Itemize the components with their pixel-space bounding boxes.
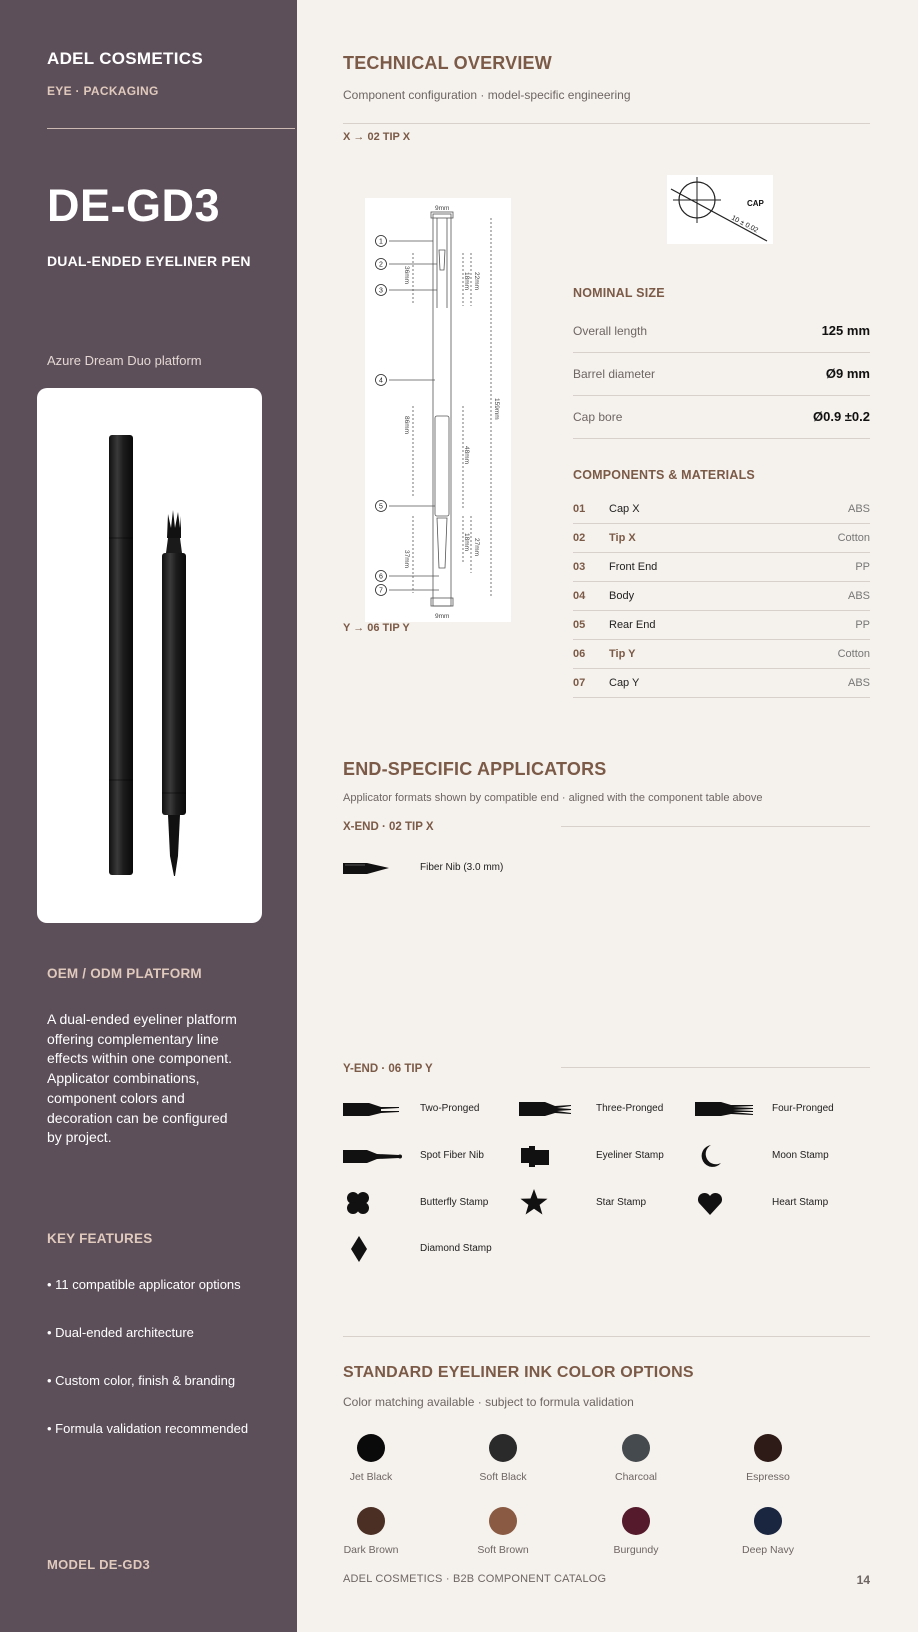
brand-name: ADEL COSMETICS [47, 49, 203, 68]
color-swatch [443, 1507, 563, 1567]
component-material: ABS [847, 503, 870, 515]
applicator-item [695, 1141, 871, 1171]
size-label: Overall length [573, 324, 648, 338]
two-pronged-icon [343, 1094, 403, 1124]
component-name: Body [609, 590, 635, 602]
divider [343, 1336, 870, 1337]
technical-drawing [365, 198, 511, 622]
svg-text:159mm: 159mm [493, 398, 500, 420]
svg-text:48mm: 48mm [463, 446, 470, 465]
y-end-title: Y-END · 06 TIP Y [343, 1063, 433, 1075]
color-swatch [576, 1434, 696, 1494]
applicator-label: Spot Fiber Nib [420, 1150, 484, 1161]
components-title: COMPONENTS & MATERIALS [573, 468, 755, 482]
component-material: ABS [847, 590, 870, 602]
swatch-label: Soft Black [479, 1471, 527, 1483]
size-row [573, 396, 870, 439]
swatch-label: Deep Navy [742, 1544, 794, 1556]
svg-text:2: 2 [379, 261, 383, 269]
size-value: Ø0.9 ±0.2 [812, 409, 870, 424]
component-material: Cotton [837, 532, 870, 544]
size-label: Cap bore [573, 410, 623, 424]
component-name: Cap X [609, 503, 640, 515]
x-end-title: X-END · 02 TIP X [343, 821, 434, 833]
svg-text:37mm: 37mm [403, 550, 410, 569]
svg-text:6: 6 [379, 573, 383, 581]
applicator-label: Four-Pronged [772, 1103, 834, 1114]
applicator-item [343, 1141, 519, 1171]
color-swatch [576, 1507, 696, 1567]
svg-text:5: 5 [379, 503, 383, 511]
butterfly-stamp-icon [343, 1188, 403, 1218]
fiber-nib-icon [343, 853, 403, 883]
applicator-item [519, 1094, 695, 1124]
applicator-label: Heart Stamp [772, 1197, 829, 1208]
svg-text:9mm: 9mm [435, 205, 450, 212]
swatch-dot [489, 1507, 517, 1535]
applicator-label: Butterfly Stamp [420, 1197, 489, 1208]
swatch-dot [754, 1507, 782, 1535]
table-row [573, 640, 870, 669]
component-name: Rear End [609, 619, 656, 631]
eyeliner-stamp-icon [519, 1141, 579, 1171]
swatch-label: Soft Brown [477, 1544, 529, 1556]
swatch-label: Dark Brown [343, 1544, 399, 1556]
component-number: 06 [573, 648, 586, 660]
technical-title: TECHNICAL OVERVIEW [343, 53, 552, 73]
color-swatch [708, 1507, 828, 1567]
component-number: 02 [573, 532, 586, 544]
applicator-label: Moon Stamp [772, 1150, 829, 1161]
component-material: PP [855, 619, 870, 631]
color-swatch [311, 1434, 431, 1494]
component-number: 07 [573, 677, 586, 689]
size-label: Barrel diameter [573, 367, 656, 381]
component-material: PP [855, 561, 870, 573]
color-swatch [311, 1507, 431, 1567]
feature-item: • Custom color, finish & branding [47, 1373, 236, 1388]
table-row [573, 669, 870, 698]
divider [561, 826, 870, 827]
product-type: DUAL-ENDED EYELINER PEN [47, 253, 251, 269]
nominal-size-title: NOMINAL SIZE [573, 286, 665, 300]
category-label: EYE · PACKAGING [47, 84, 159, 98]
features-title: KEY FEATURES [47, 1231, 153, 1246]
component-name: Tip X [609, 532, 636, 544]
divider [561, 1067, 870, 1068]
feature-item: • Formula validation recommended [47, 1421, 249, 1436]
component-name: Cap Y [609, 677, 640, 689]
oem-description: A dual-ended eyeliner platform offering complementary line effects within one component. Applicator combinations, component colors and decoration can be configured by project. [47, 1011, 237, 1146]
size-row [573, 353, 870, 396]
swatch-label: Espresso [746, 1471, 790, 1483]
applicator-item [519, 1188, 695, 1218]
applicator-item [695, 1188, 871, 1218]
swatch-dot [622, 1507, 650, 1535]
swatch-dot [357, 1507, 385, 1535]
svg-text:9mm: 9mm [435, 613, 450, 620]
swatch-dot [754, 1434, 782, 1462]
applicator-item [519, 1141, 695, 1171]
component-name: Front End [609, 561, 658, 573]
oem-title: OEM / ODM PLATFORM [47, 966, 202, 981]
component-name: Tip Y [609, 648, 636, 660]
main-content [297, 0, 918, 1632]
colors-title: STANDARD EYELINER INK COLOR OPTIONS [343, 1364, 694, 1381]
svg-text:22mm: 22mm [473, 272, 480, 291]
applicator-label: Fiber Nib (3.0 mm) [420, 862, 504, 873]
pen-closed [109, 435, 133, 875]
sidebar [0, 0, 297, 1632]
applicator-label: Three-Pronged [596, 1103, 664, 1114]
applicator-item [695, 1094, 871, 1124]
applicators-title: END-SPECIFIC APPLICATORS [343, 759, 607, 779]
table-row [573, 524, 870, 553]
svg-text:4: 4 [379, 377, 383, 385]
svg-text:86mm: 86mm [403, 416, 410, 435]
y-end-label: Y → 06 TIP Y [343, 622, 410, 634]
size-value: 125 mm [821, 323, 870, 338]
size-row [573, 310, 870, 353]
product-photo [37, 388, 262, 923]
feature-item: • Dual-ended architecture [47, 1325, 194, 1340]
swatch-dot [489, 1434, 517, 1462]
moon-stamp-icon [695, 1141, 755, 1171]
page-number: 14 [856, 1573, 870, 1587]
svg-text:18mm: 18mm [463, 533, 470, 552]
svg-text:10 ± 0.02: 10 ± 0.02 [730, 214, 760, 235]
platform-name: Azure Dream Duo platform [47, 353, 202, 368]
technical-subtitle: Component configuration · model-specific engineering [343, 88, 631, 102]
svg-text:3: 3 [379, 287, 383, 295]
applicator-item [343, 853, 519, 883]
table-row [573, 553, 870, 582]
model-title: DE-GD3 [47, 180, 221, 231]
x-end-label: X → 02 TIP X [343, 131, 411, 143]
pen-open [162, 553, 186, 815]
swatch-dot [622, 1434, 650, 1462]
swatch-dot [357, 1434, 385, 1462]
swatch-label: Burgundy [613, 1544, 659, 1556]
colors-subtitle: Color matching available · subject to formula validation [343, 1395, 634, 1409]
table-row [573, 582, 870, 611]
svg-text:36mm: 36mm [403, 266, 410, 285]
size-value: Ø9 mm [825, 366, 870, 381]
color-swatch [443, 1434, 563, 1494]
color-swatch [708, 1434, 828, 1494]
diamond-stamp-icon [343, 1234, 403, 1264]
three-pronged-icon [519, 1094, 579, 1124]
spot-fiber-nib-icon [343, 1141, 403, 1171]
applicators-subtitle: Applicator formats shown by compatible end · aligned with the component table above [343, 792, 763, 804]
applicator-label: Two-Pronged [420, 1103, 480, 1114]
feature-item: • 11 compatible applicator options [47, 1277, 241, 1292]
component-material: Cotton [837, 648, 870, 660]
applicator-label: Diamond Stamp [420, 1243, 492, 1254]
component-material: ABS [847, 677, 870, 689]
star-stamp-icon [519, 1188, 579, 1218]
svg-text:7: 7 [379, 587, 383, 595]
component-number: 05 [573, 619, 586, 631]
applicator-item [343, 1188, 519, 1218]
swatch-label: Charcoal [614, 1471, 658, 1483]
svg-text:1: 1 [379, 238, 383, 246]
svg-text:27mm: 27mm [473, 538, 480, 557]
component-number: 03 [573, 561, 586, 573]
catalog-footer: ADEL COSMETICS · B2B COMPONENT CATALOG [343, 1573, 607, 1585]
svg-text:18mm: 18mm [463, 272, 470, 291]
component-number: 01 [573, 503, 586, 515]
table-row [573, 611, 870, 640]
divider [47, 128, 295, 129]
cap-tolerance-icon [667, 175, 773, 244]
applicator-item [343, 1234, 519, 1264]
divider [343, 123, 870, 124]
applicator-item [343, 1094, 519, 1124]
component-number: 04 [573, 590, 586, 602]
applicator-label: Eyeliner Stamp [596, 1150, 664, 1161]
svg-text:CAP: CAP [747, 199, 764, 208]
model-footer: MODEL DE-GD3 [47, 1557, 151, 1572]
swatch-label: Jet Black [349, 1471, 393, 1483]
four-pronged-icon [695, 1094, 755, 1124]
applicator-label: Star Stamp [596, 1197, 647, 1208]
table-row [573, 495, 870, 524]
heart-stamp-icon [695, 1188, 755, 1218]
